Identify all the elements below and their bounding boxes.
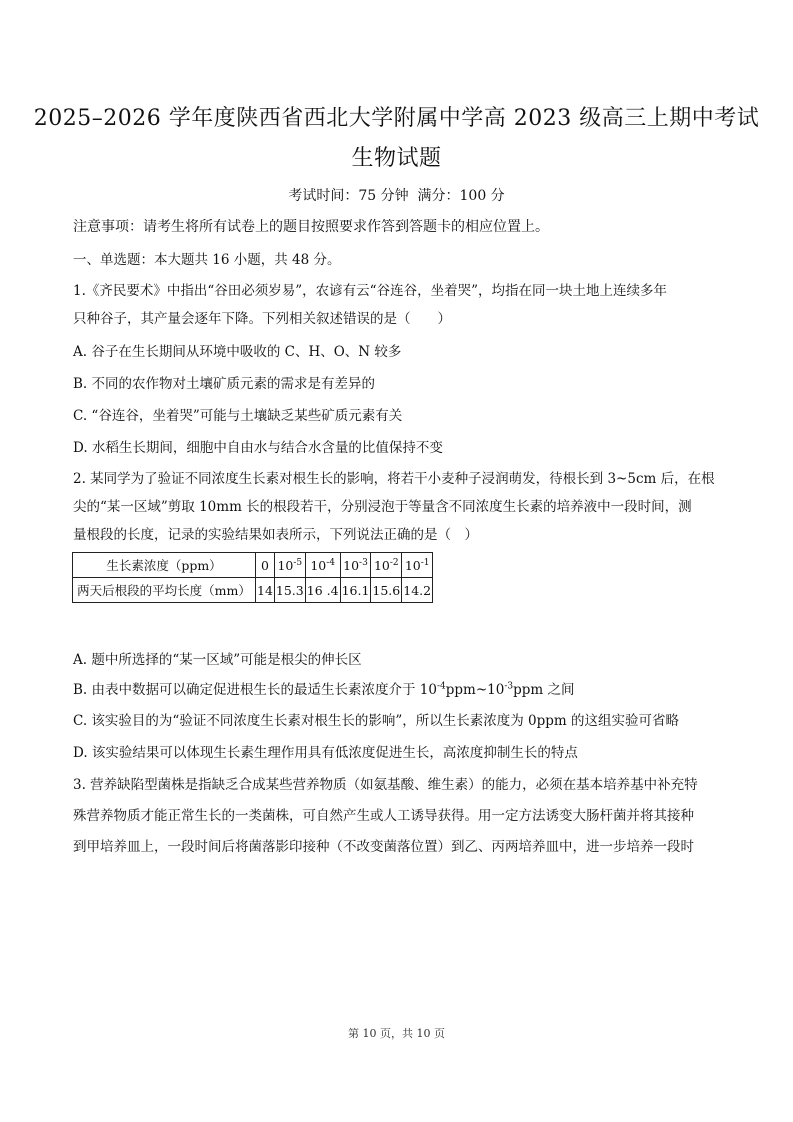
section-heading: 一、单选题：本大题共 16 小题，共 48 分。 <box>73 252 341 268</box>
table-cell: 16 .4 <box>305 578 340 603</box>
table-cell: 14.2 <box>402 578 433 603</box>
q2-option-d: D. 该实验结果可以体现生长素生理作用具有低浓度促进生长，高浓度抑制生长的特点 <box>73 745 578 761</box>
table-cell: 0 <box>256 553 275 578</box>
exam-time-label: 考试时间： <box>288 188 359 204</box>
q2-option-c: C. 该实验目的为“验证不同浓度生长素对根生长的影响”，所以生长素浓度为 0ppm 的这组实验可省略 <box>73 713 679 729</box>
table-cell: $10^{-5}$ <box>274 553 305 578</box>
q2-stem-line3: 量根段的长度，记录的实验结果如表所示，下列说法正确的是（ ） <box>73 527 478 543</box>
exam-meta <box>0 186 793 206</box>
q2-stem-line1: 2. 某同学为了验证不同浓度生长素对根生长的影响，将若干小麦种子浸润萌发，待根长到 3~5cm 后，在根 <box>73 471 715 487</box>
q2-data-table <box>72 552 433 603</box>
q1-option-c: C. “谷连谷，坐着哭”可能与土壤缺乏某些矿质元素有关 <box>73 408 403 424</box>
table-cell: 14 <box>256 578 275 603</box>
table-cell: 15.3 <box>274 578 305 603</box>
notice: 注意事项：请考生将所有试卷上的题目按照要求作答到答题卡的相应位置上。 <box>73 219 549 235</box>
q1-option-a: A. 谷子在生长期间从环境中吸收的 C、H、O、N 较多 <box>73 344 402 360</box>
table-row <box>73 578 433 603</box>
table-cell: 16.1 <box>340 578 371 603</box>
full-score-value: 100 分 <box>459 188 505 204</box>
table-header-concentration: 生长素浓度（ppm） <box>73 553 256 578</box>
table-cell: 15.6 <box>371 578 402 603</box>
table-row <box>73 553 433 578</box>
exam-title-line1: 2025–2026 学年度陕西省西北大学附属中学高 2023 级高三上期中考试 <box>33 106 760 131</box>
q1-option-d: D. 水稻生长期间，细胞中自由水与结合水含量的比值保持不变 <box>73 440 443 456</box>
q1-option-b: B. 不同的农作物对土壤矿质元素的需求是有差异的 <box>73 376 376 392</box>
table-cell: $10^{-2}$ <box>371 553 402 578</box>
page-footer: 第 10 页，共 10 页 <box>348 1027 445 1040</box>
table-header-length: 两天后根段的平均长度（mm） <box>73 578 256 603</box>
q2-option-a: A. 题中所选择的“某一区域”可能是根尖的伸长区 <box>73 652 362 668</box>
q2-stem-line2: 尖的“某一区域”剪取 10mm 长的根段若干，分别浸泡于等量含不同浓度生长素的培养液中一段时间，测 <box>73 499 692 515</box>
q3-stem-line3: 到甲培养皿上，一段时间后将菌落影印接种（不改变菌落位置）到乙、丙两培养皿中，进一步培养一段时 <box>73 839 694 855</box>
q1-stem-line1: 1.《齐民要术》中指出“谷田必须岁易”，农谚有云“谷连谷，坐着哭”，均指在同一块土地上连续多年 <box>73 283 667 299</box>
exam-title-line2: 生物试题 <box>351 146 442 171</box>
table-cell: $10^{-3}$ <box>340 553 371 578</box>
q2-option-b: B. 由表中数据可以确定促进根生长的最适生长素浓度介于 $10^{-4}ppm\sim 10^{-3}ppm$ 之间 <box>73 681 575 698</box>
exam-time-value: 75 分钟 <box>358 188 409 204</box>
table-cell: $10^{-1}$ <box>402 553 433 578</box>
q3-stem-line1: 3. 营养缺陷型菌株是指缺乏合成某些营养物质（如氨基酸、维生素）的能力，必须在基本培养基中补充特 <box>73 777 698 793</box>
full-score-label: 满分： <box>417 188 460 204</box>
q1-stem-line2: 只种谷子，其产量会逐年下降。下列相关叙述错误的是（ ） <box>73 311 451 327</box>
q3-stem-line2: 殊营养物质才能正常生长的一类菌株，可自然产生或人工诱导获得。用一定方法诱变大肠杆菌并将其接种 <box>73 808 694 824</box>
table-cell: $10^{-4}$ <box>305 553 340 578</box>
